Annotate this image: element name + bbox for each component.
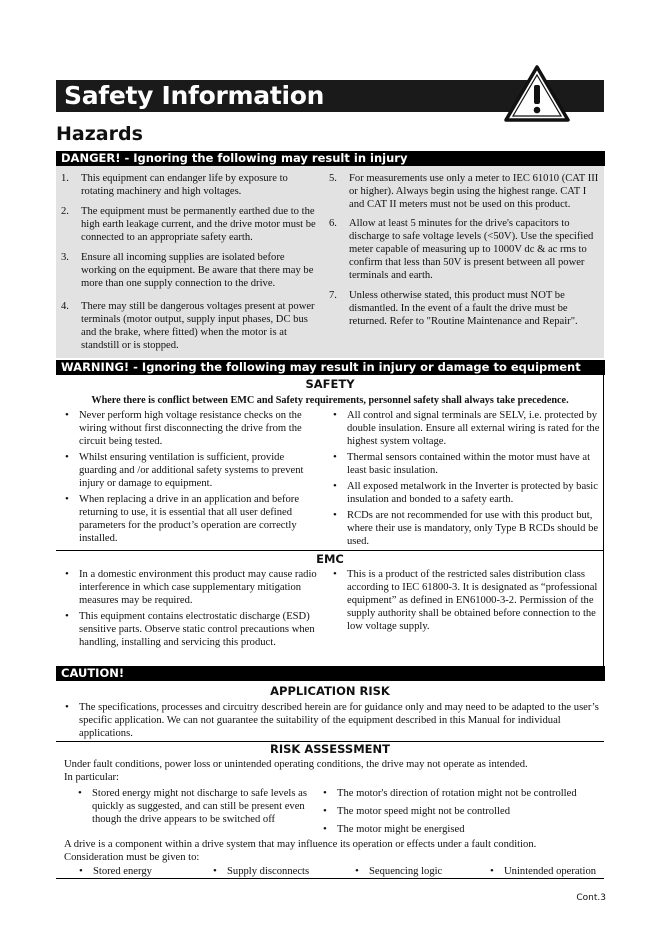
list-item: • Sequencing logic bbox=[352, 865, 442, 878]
list-item: 7. Unless otherwise stated, this product must NOT be dismantled. In the event of a fault the drive must be returned. Refer to "Routine Maintenance and Repair". bbox=[329, 290, 578, 327]
warning-triangle-icon bbox=[503, 63, 571, 123]
divider bbox=[56, 550, 604, 551]
list-item: 3. Ensure all incoming supplies are isolated before working on the equipment. Be aware that there may be more than one supply connection to the drive. bbox=[61, 252, 314, 289]
list-item: • RCDs are not recommended for use with this product but, where their use is mandatory, only Type B RCDs should be used. bbox=[330, 509, 602, 548]
list-item: 5. For measurements use only a meter to IEC 61010 (CAT III or higher). Always begin using the highest range. CAT I and CAT II meters must not be used on this product. bbox=[329, 173, 599, 210]
list-item: • In a domestic environment this product may cause radio interference in which case supplementary mitigation measures may be required. bbox=[62, 568, 320, 607]
danger-bar: DANGER! - Ignoring the following may result in injury bbox=[56, 151, 604, 166]
hazards-heading: Hazards bbox=[56, 123, 143, 145]
page-title: Safety Information bbox=[64, 81, 325, 110]
list-item: • Supply disconnects bbox=[210, 865, 309, 878]
list-item: • Stored energy bbox=[76, 865, 152, 878]
list-item: 6. Allow at least 5 minutes for the drive's capacitors to discharge to safe voltage levels (<50V). Use the specified meter capable of measuring up to 1000V dc & ac rms to confirm that less than 50V is present between all power terminals and earth. bbox=[329, 218, 594, 281]
list-item: • The specifications, processes and circuitry described herein are for guidance only and may need to be adapted to the user’s specific application. We can not guarantee the suitability of the equipment described in this Manual for individual applications. bbox=[62, 701, 604, 740]
application-risk-list bbox=[62, 701, 604, 743]
danger-right-list bbox=[325, 172, 602, 336]
list-item: • The motor's direction of rotation might not be controlled bbox=[320, 787, 604, 800]
risk-right-list bbox=[320, 787, 604, 839]
risk-intro: Under fault conditions, power loss or unintended operating conditions, the drive may not operate as intended. bbox=[64, 759, 528, 770]
safety-subheading: Where there is conflict between EMC and Safety requirements, personnel safety shall always take precedence. bbox=[91, 395, 569, 406]
list-item: • All control and signal terminals are SELV, i.e. protected by double insulation. Ensure all external wiring is rated for the highest system voltage. bbox=[330, 409, 602, 448]
list-item: • Thermal sensors contained within the motor must have at least basic insulation. bbox=[330, 451, 602, 477]
list-item: • Stored energy might not discharge to safe levels as quickly as suggested, and can still be present even though the drive appears to be switched off bbox=[75, 787, 317, 826]
list-item: • Never perform high voltage resistance checks on the wiring without first disconnecting the drive from the circuit being tested. bbox=[62, 409, 320, 448]
emc-heading: EMC bbox=[316, 552, 344, 566]
emc-left-list bbox=[62, 568, 320, 652]
list-item: • When replacing a drive in an application and before returning to use, it is essential that all user defined parameters for the product’s operation are correctly installed. bbox=[62, 493, 320, 545]
divider bbox=[56, 878, 604, 879]
application-risk-heading: APPLICATION RISK bbox=[270, 684, 390, 698]
safety-right-list bbox=[330, 409, 602, 551]
list-item: • This equipment contains electrostatic discharge (ESD) sensitive parts. Observe static control precautions when handling, installing and servicing this product. bbox=[62, 610, 320, 649]
list-item: 4. There may still be dangerous voltages present at power terminals (motor output, supply input phases, DC bus and the brake, where fitted) when the motor is at standstill or is stopped. bbox=[61, 301, 315, 351]
list-item: • The motor might be energised bbox=[320, 823, 604, 836]
caution-bar: CAUTION! bbox=[56, 666, 604, 681]
risk-intro: In particular: bbox=[64, 772, 120, 783]
risk-outro: Consideration must be given to: bbox=[64, 852, 200, 863]
safety-left-list bbox=[62, 409, 320, 548]
list-item: • Whilst ensuring ventilation is sufficient, provide guarding and /or additional safety systems to prevent injury or damage to equipment. bbox=[62, 451, 320, 490]
page-footer: Cont.3 bbox=[576, 893, 606, 903]
risk-left-list bbox=[75, 787, 317, 829]
risk-assessment-heading: RISK ASSESSMENT bbox=[270, 742, 390, 756]
divider bbox=[603, 360, 604, 666]
emc-right-list bbox=[330, 568, 602, 636]
list-item: • The motor speed might not be controlled bbox=[320, 805, 604, 818]
list-item: 2. The equipment must be permanently earthed due to the high earth leakage current, and the drive motor must be connected to an appropriate safety earth. bbox=[61, 206, 316, 243]
list-item: • This is a product of the restricted sales distribution class according to IEC 61800-3. It is designated as “professional equipment” as defined in EN61000-3-2. Permission of the supply authority shall be obtained before connection to the low voltage supply. bbox=[330, 568, 602, 633]
warning-bar: WARNING! - Ignoring the following may result in injury or damage to equipment bbox=[56, 360, 604, 375]
list-item: • Unintended operation bbox=[487, 865, 596, 878]
risk-outro: A drive is a component within a drive system that may influence its operation or effects under a fault condition. bbox=[64, 839, 537, 850]
list-item: 1. This equipment can endanger life by exposure to rotating machinery and high voltages. bbox=[61, 173, 288, 197]
danger-left-list bbox=[57, 172, 319, 360]
safety-heading: SAFETY bbox=[305, 377, 355, 391]
list-item: • All exposed metalwork in the Inverter is protected by basic insulation and bonded to a safety earth. bbox=[330, 480, 602, 506]
